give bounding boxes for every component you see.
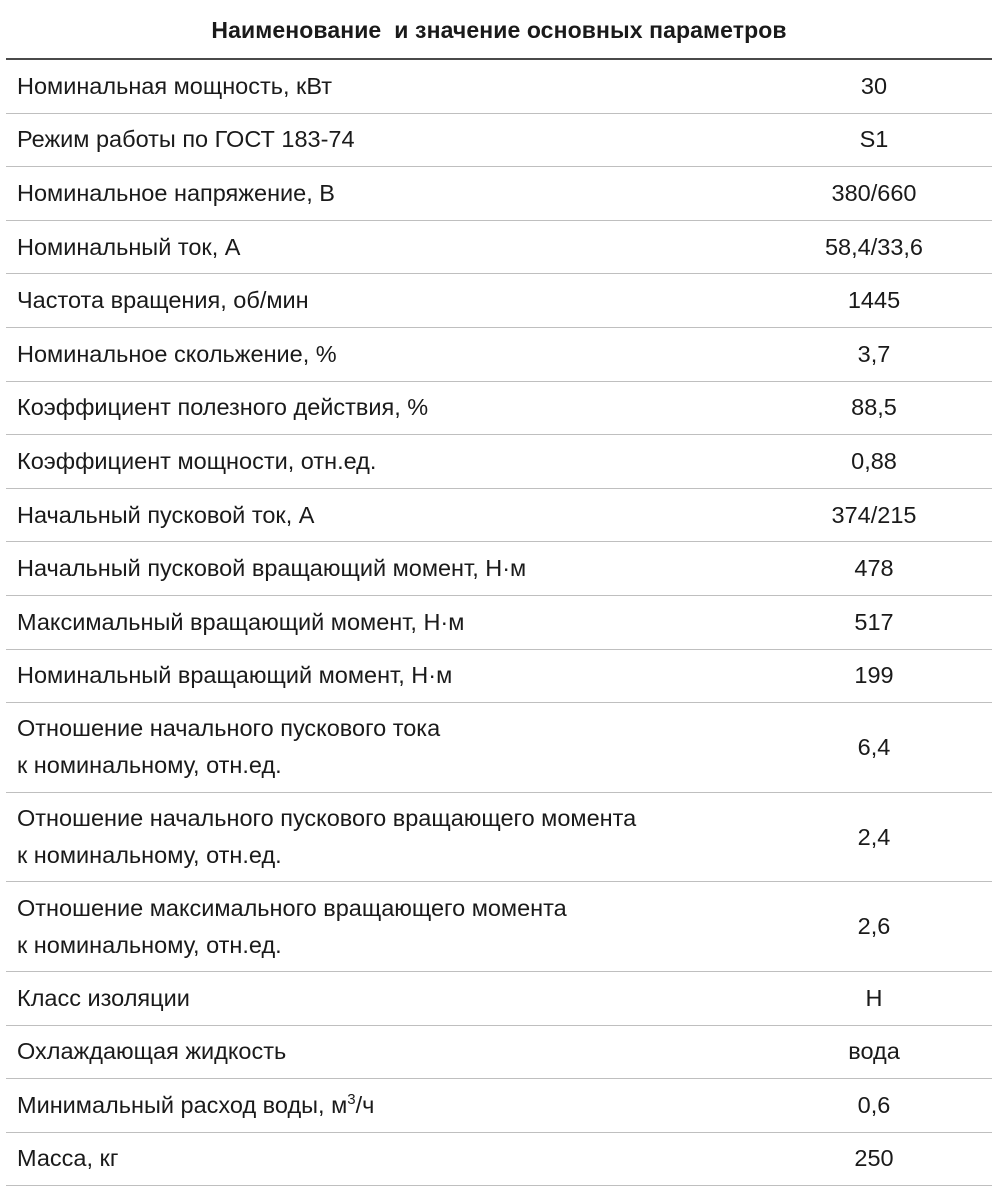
table-row <box>6 542 992 596</box>
parameter-name: Коэффициент мощности, отн.ед. <box>17 447 377 474</box>
parameter-value: 2,4 <box>857 823 891 850</box>
table-row <box>6 328 992 382</box>
parameter-value: 374/215 <box>831 501 917 528</box>
parameter-name: Начальный пусковой ток, А <box>17 501 315 528</box>
table-row <box>6 972 992 1026</box>
parameter-value: H <box>865 984 883 1011</box>
parameter-value: 250 <box>854 1145 894 1172</box>
parameter-name: Частота вращения, об/мин <box>17 287 309 314</box>
parameter-value: 380/660 <box>831 179 917 206</box>
parameter-value: 58,4/33,6 <box>824 233 923 260</box>
table-row <box>6 221 992 275</box>
parameter-name <box>6 710 756 784</box>
table-row <box>6 703 992 793</box>
parameter-value: вода <box>848 1038 900 1065</box>
table-row <box>6 114 992 168</box>
parameter-name <box>6 800 756 874</box>
parameter-value: 1445 <box>847 287 901 314</box>
parameter-value: 0,6 <box>857 1091 891 1118</box>
parameters-table <box>6 0 992 1186</box>
table-row <box>6 167 992 221</box>
table-row <box>6 882 992 972</box>
superscript-exponent: 3 <box>347 1090 356 1108</box>
parameter-name <box>6 1087 756 1124</box>
table-row <box>6 1079 992 1133</box>
parameter-value: 478 <box>854 555 894 582</box>
table-row <box>6 596 992 650</box>
parameter-name-line: Отношение начального пускового вращающего момента <box>17 805 637 832</box>
table-row <box>6 60 992 114</box>
table-row <box>6 435 992 489</box>
parameter-name-line: Отношение максимального вращающего момента <box>17 894 567 921</box>
parameter-name: Начальный пусковой вращающий момент, Н·м <box>17 555 527 582</box>
parameter-value: 517 <box>854 608 894 635</box>
parameter-value: 88,5 <box>851 394 897 421</box>
parameter-name-line: к номинальному, отн.ед. <box>17 842 282 869</box>
parameter-name: Номинальное напряжение, В <box>17 179 335 206</box>
table-row <box>6 650 992 704</box>
parameter-name: Коэффициент полезного действия, % <box>17 394 429 421</box>
parameter-value: 3,7 <box>857 340 891 367</box>
parameter-value: 6,4 <box>857 733 891 760</box>
parameter-name: Номинальная мощность, кВт <box>17 72 332 99</box>
table-row <box>6 489 992 543</box>
table-row <box>6 793 992 883</box>
parameter-name: Номинальный вращающий момент, Н·м <box>17 662 453 689</box>
parameter-name-line: к номинальному, отн.ед. <box>17 931 282 958</box>
table-row <box>6 1133 992 1187</box>
parameter-name-text: /ч <box>355 1091 375 1118</box>
parameter-value: S1 <box>859 126 889 153</box>
parameter-name <box>6 890 756 964</box>
parameter-value: 199 <box>854 662 894 689</box>
parameter-name: Максимальный вращающий момент, Н·м <box>17 608 465 635</box>
parameter-name-text: Минимальный расход воды, м <box>17 1091 348 1118</box>
parameter-value: 2,6 <box>857 913 891 940</box>
table-row <box>6 1026 992 1080</box>
parameter-name: Номинальный ток, А <box>17 233 241 260</box>
parameter-name: Режим работы по ГОСТ 183-74 <box>17 126 355 153</box>
parameter-name: Номинальное скольжение, % <box>17 340 337 367</box>
parameter-name: Масса, кг <box>17 1145 119 1172</box>
parameter-value: 30 <box>860 72 888 99</box>
table-row <box>6 274 992 328</box>
parameter-name-line: к номинальному, отн.ед. <box>17 752 282 779</box>
parameter-value: 0,88 <box>851 447 897 474</box>
table-title: Наименование и значение основных параметров <box>6 0 992 60</box>
parameter-name-line: Отношение начального пускового тока <box>17 715 441 742</box>
parameter-name: Класс изоляции <box>17 984 190 1011</box>
table-row <box>6 382 992 436</box>
parameter-name: Охлаждающая жидкость <box>17 1038 287 1065</box>
